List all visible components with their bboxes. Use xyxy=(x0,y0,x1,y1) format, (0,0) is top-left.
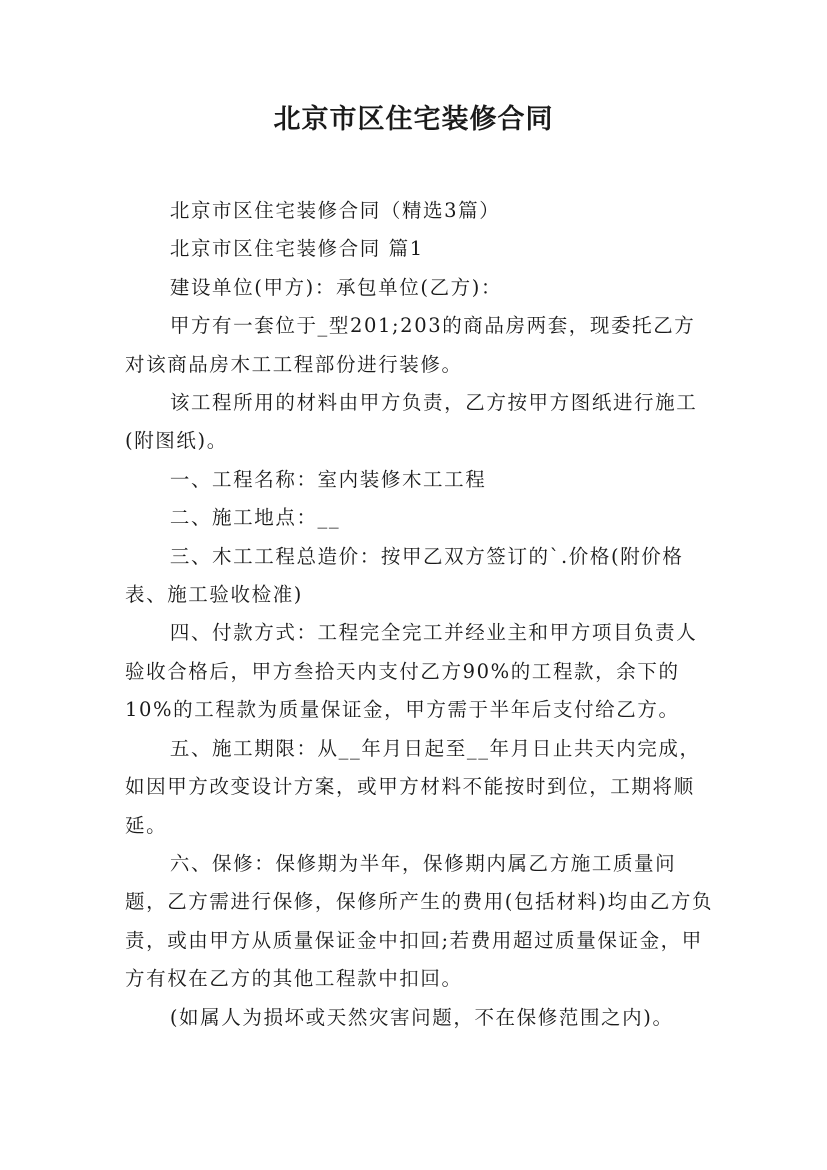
document-title: 北京市区住宅装修合同 xyxy=(273,104,554,135)
paragraph-subtitle: 北京市区住宅装修合同（精选3篇） xyxy=(169,199,501,222)
paragraph-materials: 该工程所用的材料由甲方负责，乙方按甲方图纸进行施工(附图纸)。 xyxy=(125,391,698,453)
paragraph-intro: 甲方有一套位于_型201;203的商品房两套，现委托乙方对该商品房木工工程部份进行装修。 xyxy=(125,314,696,376)
paragraph-clause-1: 一、工程名称：室内装修木工工程 xyxy=(169,467,487,491)
paragraph-parties: 建设单位(甲方)：承包单位(乙方)： xyxy=(169,275,503,299)
paragraph-note: (如属人为损坏或天然灾害问题，不在保修范围之内)。 xyxy=(169,1005,674,1029)
document-body xyxy=(125,192,715,1037)
paragraph-clause-4: 四、付款方式：工程完全完工并经业主和甲方项目负责人验收合格后，甲方叁拾天内支付乙方90%的工程款，余下的10%的工程款为质量保证金，甲方需于半年后支付给乙方。 xyxy=(125,621,698,722)
paragraph-section-heading: 北京市区住宅装修合同 篇1 xyxy=(169,237,424,261)
paragraph-clause-3: 三、木工工程总造价：按甲乙双方签订的`.价格(附价格表、施工验收检准) xyxy=(125,544,684,607)
paragraph-clause-6: 六、保修：保修期为半年，保修期内属乙方施工质量问题，乙方需进行保修，保修所产生的费用(包括材料)均由乙方负责，或由甲方从质量保证金中扣回;若费用超过质量保证金，甲方有权在乙方的其他工程款中扣回。 xyxy=(125,851,714,991)
paragraph-clause-5: 五、施工期限：从__年月日起至__年月日止共天内完成，如因甲方改变设计方案，或甲方材料不能按时到位，工期将顺延。 xyxy=(125,736,701,837)
paragraph-clause-2: 二、施工地点：__ xyxy=(169,506,341,530)
